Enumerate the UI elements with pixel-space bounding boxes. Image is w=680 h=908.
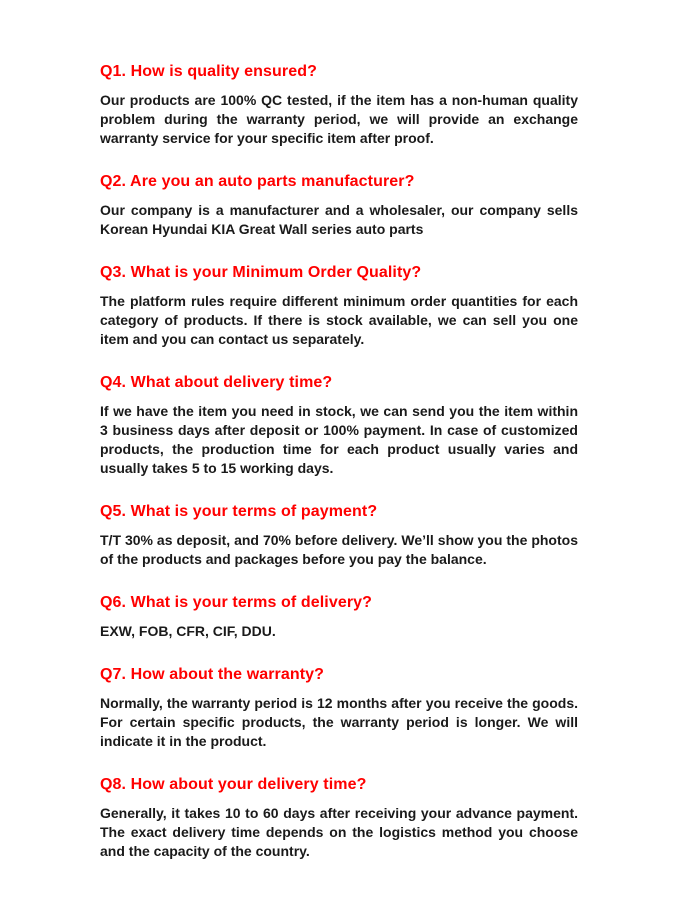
faq-answer-text: The platform rules require different minimum order quantities for each category of products. If there is stock available, we can sell you one item and you can contact us separately. bbox=[100, 293, 578, 347]
faq-question-heading: Q8. How about your delivery time? bbox=[100, 776, 367, 793]
faq-question-heading: Q2. Are you an auto parts manufacturer? bbox=[100, 173, 415, 190]
faq-section-q7 bbox=[100, 665, 578, 751]
faq-section-q3 bbox=[100, 263, 578, 349]
faq-answer-text: If we have the item you need in stock, we can send you the item within 3 business days after deposit or 100% payment. In case of customized products, the production time for each product usually varies and usually takes 5 to 15 working days. bbox=[100, 403, 578, 476]
faq-section-q8 bbox=[100, 775, 578, 861]
faq-question-heading: Q5. What is your terms of payment? bbox=[100, 503, 378, 520]
faq-answer-text: T/T 30% as deposit, and 70% before delivery. We’ll show you the photos of the products and packages before you pay the balance. bbox=[100, 532, 578, 567]
faq-answer-text: Normally, the warranty period is 12 months after you receive the goods. For certain specific products, the warranty period is longer. We will indicate it in the product. bbox=[100, 695, 578, 749]
faq-answer-text: Our company is a manufacturer and a wholesaler, our company sells Korean Hyundai KIA Great Wall series auto parts bbox=[100, 202, 578, 237]
faq-answer-text: EXW, FOB, CFR, CIF, DDU. bbox=[100, 623, 276, 639]
faq-question-heading: Q6. What is your terms of delivery? bbox=[100, 594, 373, 611]
faq-section-q6 bbox=[100, 593, 578, 641]
faq-answer-text: Our products are 100% QC tested, if the item has a non-human quality problem during the warranty period, we will provide an exchange warranty service for your specific item after proof. bbox=[100, 92, 578, 146]
faq-section-q4 bbox=[100, 373, 578, 478]
faq-question-heading: Q3. What is your Minimum Order Quality? bbox=[100, 264, 422, 281]
faq-section-q5 bbox=[100, 502, 578, 569]
faq-section-q1 bbox=[100, 62, 578, 148]
faq-section-q2 bbox=[100, 172, 578, 239]
faq-question-heading: Q7. How about the warranty? bbox=[100, 666, 325, 683]
faq-question-heading: Q4. What about delivery time? bbox=[100, 374, 333, 391]
faq-question-heading: Q1. How is quality ensured? bbox=[100, 63, 317, 80]
faq-answer-text: Generally, it takes 10 to 60 days after receiving your advance payment. The exact delivery time depends on the logistics method you choose and the capacity of the country. bbox=[100, 805, 578, 859]
